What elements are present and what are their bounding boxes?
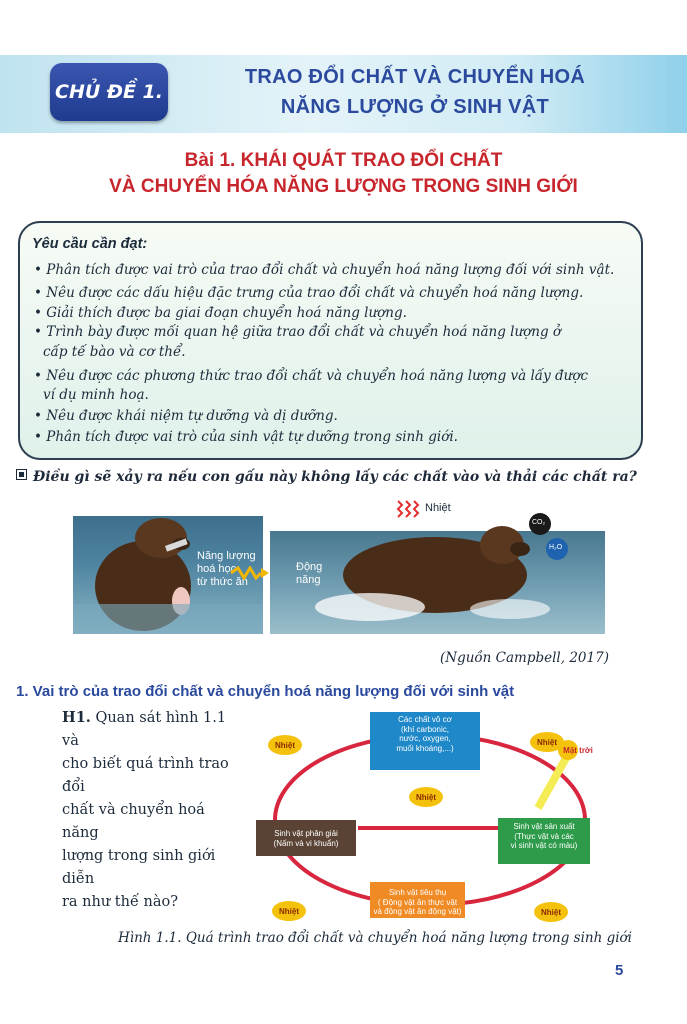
h2o-label: H₂O bbox=[549, 544, 563, 551]
requirement-item-cont: ví dụ minh hoạ. bbox=[43, 387, 149, 403]
lesson-title-line2: VÀ CHUYỂN HÓA NĂNG LƯỢNG TRONG SINH GIỚI bbox=[109, 176, 578, 197]
topic-badge: CHỦ ĐỀ 1. bbox=[50, 63, 168, 121]
question-square-icon bbox=[16, 469, 27, 480]
topic-title-line2: NĂNG LƯỢNG Ở SINH VẬT bbox=[280, 96, 550, 118]
requirement-item: • Giải thích được ba giai đoạn chuyển hoá năng lượng. bbox=[34, 305, 407, 321]
lesson-title-line1: Bài 1. KHÁI QUÁT TRAO ĐỔI CHẤT bbox=[184, 150, 503, 171]
decomposer-label: Sinh vật phân giải (Nấm và vi khuẩn) bbox=[273, 829, 339, 848]
sun-label: Mặt trời bbox=[563, 746, 593, 755]
requirement-item: • Trình bày được mối quan hệ giữa trao đổi chất và chuyển hoá năng lượng ở bbox=[34, 324, 562, 340]
heat-label-5: Nhiệt bbox=[541, 908, 561, 917]
figure-caption: Hình 1.1. Quá trình trao đổi chất và chuyển hoá năng lượng trong sinh giới bbox=[118, 930, 633, 946]
photo-source: (Nguồn Campbell, 2017) bbox=[440, 650, 609, 666]
heat-label-2: Nhiệt bbox=[537, 738, 557, 747]
requirements-title: Yêu cầu cần đạt: bbox=[32, 236, 148, 252]
kinetic-label: Động năng bbox=[296, 561, 323, 586]
requirement-item: • Nêu được các phương thức trao đổi chất và chuyển hoá năng lượng và lấy được bbox=[34, 368, 589, 384]
consumer-label: Sinh vật tiêu thụ ( Động vật ăn thực vật và động vật ăn động vật) bbox=[373, 888, 462, 916]
energy-transfer-arrow-icon bbox=[229, 566, 269, 580]
opening-question: Điều gì sẽ xảy ra nếu con gấu này không lấy các chất vào và thải các chất ra? bbox=[16, 469, 637, 485]
heat-label-4: Nhiệt bbox=[279, 907, 299, 916]
requirement-item: • Nêu được khái niệm tự dưỡng và dị dưỡng. bbox=[34, 408, 338, 424]
requirement-item-cont: cấp tế bào và cơ thể. bbox=[43, 344, 186, 360]
requirement-item: • Phân tích được vai trò của trao đổi chất và chuyển hoá năng lượng đối với sinh vật. bbox=[34, 262, 615, 278]
energy-label: Năng lượng hoá học từ thức ăn bbox=[197, 550, 256, 588]
page-number: 5 bbox=[615, 962, 624, 979]
heat-label-3: Nhiệt bbox=[416, 793, 436, 802]
requirement-item: • Phân tích được vai trò của sinh vật tự dưỡng trong sinh giới. bbox=[34, 429, 458, 445]
requirement-item: • Nêu được các dấu hiệu đặc trưng của trao đổi chất và chuyển hoá năng lượng. bbox=[34, 285, 584, 301]
heat-label: Nhiệt bbox=[425, 502, 451, 514]
heat-label-1: Nhiệt bbox=[275, 741, 295, 750]
bear-running-photo bbox=[270, 497, 605, 634]
co2-label: CO₂ bbox=[532, 519, 546, 526]
question-h1: H1. Quan sát hình 1.1 và cho biết quá trình trao đổi chất và chuyển hoá năng lượng trong sinh giới diễn ra như thế nào? bbox=[62, 709, 229, 910]
section-heading: 1. Vai trò của trao đổi chất và chuyển hoá năng lượng đối với sinh vật bbox=[16, 683, 515, 700]
producer-label: Sinh vật sản xuất (Thực vật và các vi sinh vật có màu) bbox=[510, 822, 578, 850]
topic-title-line1: TRAO ĐỔI CHẤT VÀ CHUYỂN HOÁ bbox=[244, 66, 586, 88]
inorganic-label: Các chất vô cơ (khí carbonic, nước, oxygen, muối khoáng,...) bbox=[396, 715, 454, 753]
